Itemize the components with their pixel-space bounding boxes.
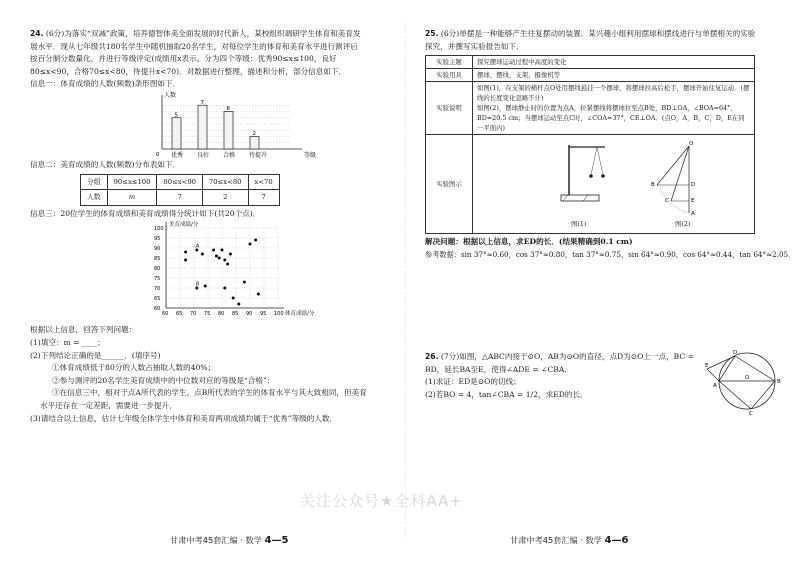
watermark: 关注公众号★全科AA+ bbox=[300, 492, 463, 510]
q26-line-2: (1)求证：ED是⊙O的切线； bbox=[425, 377, 521, 387]
x-tick-label: 待提升 bbox=[249, 151, 268, 159]
art-frequency-table bbox=[80, 174, 280, 206]
footer-right bbox=[510, 535, 628, 546]
q24-line-1: 展水平．现从七年级共180名学生中随机抽取20名学生，对每位学生的体育和美育水平进行测评后 bbox=[30, 41, 358, 51]
pendulum-figure-1 bbox=[543, 139, 623, 219]
footer-left bbox=[170, 535, 288, 546]
q26-line-0: 26. (7分)如图，△ABC内接于⊙O，AB为⊙O的直径，点D为⊙O上一点，BC = bbox=[425, 352, 694, 361]
bar-value-label: 6 bbox=[226, 105, 230, 112]
experiment-report-table bbox=[425, 55, 755, 234]
table-cell: 2 bbox=[202, 190, 248, 206]
data-point bbox=[215, 255, 218, 258]
question-24 bbox=[30, 28, 395, 425]
y-tick-label: 60 bbox=[154, 306, 161, 313]
question-25 bbox=[425, 28, 796, 415]
svg-text:C: C bbox=[749, 411, 753, 415]
svg-text:D: D bbox=[733, 350, 738, 356]
bar-value-label: 7 bbox=[200, 99, 204, 106]
q24-after-2: (2)下列结论正确的是______．(填序号) bbox=[30, 350, 161, 360]
row-key: 实验说明 bbox=[426, 82, 473, 135]
point-label: B bbox=[195, 281, 200, 288]
row-value: 探究摆球运动过程中高度的变化 bbox=[473, 56, 755, 69]
y-tick-label: 100 bbox=[154, 226, 164, 233]
bar-value-label: 2 bbox=[252, 130, 256, 137]
bar-value-label: 5 bbox=[174, 112, 178, 119]
q24-after-7: (3)请结合以上信息，估计七年级全体学生中体育和美育两项成绩均属于“优秀”等级的人数． bbox=[30, 413, 338, 423]
y-tick-label: 75 bbox=[154, 276, 161, 283]
q24-line-0: 24. (6分)为落实“双减”政策，培养德智体美全面发展的时代新人，某校组织调研学生体育和美育发 bbox=[30, 29, 361, 38]
y-tick-label: 95 bbox=[154, 236, 161, 243]
page-divider bbox=[405, 20, 406, 540]
table-cell: 7 bbox=[157, 190, 203, 206]
question-26 bbox=[425, 350, 781, 415]
data-point bbox=[204, 285, 207, 288]
row-key: 实验用具 bbox=[426, 69, 473, 82]
bar bbox=[172, 118, 181, 149]
svg-text:A: A bbox=[713, 383, 717, 389]
bar bbox=[198, 105, 207, 149]
footer-right-page: 4—6 bbox=[604, 535, 629, 546]
q24-after-3: ①体育成绩低于80分的人数占抽取人数的40%； bbox=[52, 363, 216, 373]
table-cell: m bbox=[107, 190, 157, 206]
q24-after-0: 根据以上信息，回答下列问题： bbox=[30, 325, 137, 335]
svg-text:C: C bbox=[665, 198, 669, 205]
data-point bbox=[223, 287, 226, 290]
bar-chart bbox=[140, 91, 330, 159]
q24-line-2: 按百分制分数量化，并进行等级评定(成绩用x表示，分为四个等级：优秀90≤x≤100，良好 bbox=[30, 54, 337, 64]
circle-figure bbox=[705, 345, 785, 415]
x-tick-label: 合格 bbox=[223, 151, 236, 159]
x-tick-label: 良好 bbox=[197, 151, 210, 159]
table-header-cell: 90≤x≤100 bbox=[107, 174, 157, 190]
svg-text:D: D bbox=[691, 182, 696, 189]
x-tick-label: 100 bbox=[274, 311, 284, 318]
table-row bbox=[81, 190, 280, 206]
fig2-caption: 图(2) bbox=[675, 220, 691, 229]
q24-after-1: (1)填空：m = ____； bbox=[30, 337, 105, 347]
data-point bbox=[229, 253, 232, 256]
data-point bbox=[221, 249, 224, 252]
table-row-label: 人数 bbox=[81, 190, 108, 206]
svg-text:B: B bbox=[651, 182, 655, 189]
data-point bbox=[184, 251, 187, 254]
data-point bbox=[237, 303, 240, 306]
q24-info3: 信息三：20位学生的体育成绩和美育成绩得分统计如下(共20个点)． bbox=[30, 208, 261, 218]
data-point bbox=[249, 243, 252, 246]
table-row bbox=[426, 56, 755, 69]
y-tick-label: 65 bbox=[154, 296, 161, 303]
y-tick-label: 70 bbox=[154, 286, 161, 293]
y-axis-label: 美育成绩/分 bbox=[169, 222, 199, 229]
data-point bbox=[243, 281, 246, 284]
footer-left-page: 4—5 bbox=[264, 535, 289, 546]
data-point bbox=[218, 257, 221, 260]
table-cell: 7 bbox=[248, 190, 279, 206]
x-tick-label: 65 bbox=[176, 311, 183, 318]
origin-label: 0 bbox=[156, 151, 160, 158]
q25-line-1: 探究，并撰写实验报告如下． bbox=[425, 41, 524, 51]
q24-number: 24. bbox=[30, 29, 44, 38]
q24-after-5: ③在信息三中，相对于点A所代表的学生，点B所代表的学生的体育水平与其大致相同，但美育 bbox=[52, 388, 367, 398]
q25-reference: 参考数据：sin 37°≈0.60，cos 37°≈0.80，tan 37°≈0.75，sin 64°≈0.90，cos 64°≈0.44，tan 64°≈2.05． bbox=[425, 249, 796, 259]
pendulum-figure-2 bbox=[651, 139, 721, 219]
q26-line-1: BD，延长BA至E，使得∠ADE = ∠CBA． bbox=[425, 364, 572, 374]
x-tick-label: 90 bbox=[246, 311, 253, 318]
x-tick-label: 优秀 bbox=[171, 151, 184, 159]
table-header-cell: x<70 bbox=[248, 174, 279, 190]
data-point bbox=[254, 239, 257, 242]
svg-text:O: O bbox=[745, 375, 750, 381]
q24-after-4: ②参与测评的20名学生美育成绩中的中位数对应的等级是“合格”； bbox=[52, 375, 275, 385]
svg-text:O: O bbox=[689, 141, 694, 148]
data-point bbox=[201, 253, 204, 256]
description-paragraph: 如图(1)，在支架的横杆点O处用摆线悬挂一个摆球，将摆球拉高后松手，摆球开始往复运动．(摆线的长度变化忽略不计) bbox=[477, 84, 750, 103]
x-tick-label: 85 bbox=[232, 311, 239, 318]
svg-text:E: E bbox=[691, 198, 695, 205]
row-value-figures bbox=[473, 135, 755, 234]
q25-solve: 解决问题：根据以上信息，求ED的长．(结果精确到0.1 cm) bbox=[425, 237, 633, 247]
x-tick-label: 75 bbox=[204, 311, 211, 318]
point-label: A bbox=[195, 243, 200, 250]
x-tick-label: 70 bbox=[190, 311, 197, 318]
row-value: 摆球，摆线，支架，摄像机等 bbox=[473, 69, 755, 82]
svg-text:E: E bbox=[705, 363, 709, 369]
row-key: 实验图示 bbox=[426, 135, 473, 234]
x-tick-label: 95 bbox=[260, 311, 267, 318]
x-tick-label: 60 bbox=[162, 311, 169, 318]
data-point bbox=[257, 293, 260, 296]
data-point bbox=[232, 297, 235, 300]
bar bbox=[224, 111, 233, 149]
data-point bbox=[212, 249, 215, 252]
y-tick-label: 85 bbox=[154, 256, 161, 263]
x-axis-label: 等级 bbox=[304, 151, 317, 159]
footer-right-text: 甘肃中考45套汇编 · 数学 bbox=[510, 535, 602, 545]
q25-line-0: 25. (6分)单摆是一种能够产生往复摆动的装置．某兴趣小组利用摆球和摆线进行与单摆相关的实验 bbox=[425, 29, 756, 38]
data-point bbox=[226, 263, 229, 266]
table-row bbox=[426, 82, 755, 135]
description-paragraph: 如图(2)，摆球静止时的位置为点A，拉紧摆线将摆球拉至点B处，BD⊥OA，∠BOA=64°，BD=20.5 cm；当摆球运动至点C时，∠COA=37°，CE⊥OA．(点O，A，B，C，D，E在同一平面内) bbox=[477, 104, 745, 133]
table-header-cell: 70≤x<80 bbox=[202, 174, 248, 190]
q24-info1: 信息一：体育成绩的人数(频数)条形图如下． bbox=[30, 79, 181, 89]
svg-text:B: B bbox=[777, 379, 781, 385]
y-tick-label: 80 bbox=[154, 266, 161, 273]
q24-info2: 信息二：美育成绩的人数(频数)分布表如下． bbox=[30, 159, 181, 169]
row-key: 实验主题 bbox=[426, 56, 473, 69]
data-point bbox=[184, 259, 187, 262]
table-header-cell: 分组 bbox=[81, 174, 108, 190]
table-row bbox=[426, 69, 755, 82]
row-value bbox=[473, 82, 755, 135]
table-row bbox=[426, 135, 755, 234]
y-tick-label: 90 bbox=[154, 246, 161, 253]
y-axis-label: 人数 bbox=[164, 91, 177, 99]
fig1-caption: 图(1) bbox=[571, 220, 587, 229]
q26-line-3: (2)若BO = 4，tan∠CBA = 1/2，求ED的长． bbox=[425, 389, 588, 399]
x-tick-label: 80 bbox=[218, 311, 225, 318]
scatter-chart bbox=[142, 220, 392, 324]
footer-left-text: 甘肃中考45套汇编 · 数学 bbox=[170, 535, 262, 545]
data-point bbox=[223, 259, 226, 262]
q25-number: 25. bbox=[425, 29, 439, 38]
svg-text:A: A bbox=[691, 211, 695, 218]
table-header-row bbox=[81, 174, 280, 190]
table-header-cell: 80≤x<90 bbox=[157, 174, 203, 190]
x-axis-label: 体育成绩/分 bbox=[285, 311, 315, 318]
q24-after-6: 水平还存在一定差距，需要进一步提升． bbox=[40, 400, 177, 410]
bar bbox=[250, 136, 259, 149]
q24-line-3: 80≤x<90，合格70≤x<80，待提升x<70)．对数据进行整理，描述和分析，部分信息如下． bbox=[30, 66, 347, 76]
q26-number: 26. bbox=[425, 352, 439, 361]
